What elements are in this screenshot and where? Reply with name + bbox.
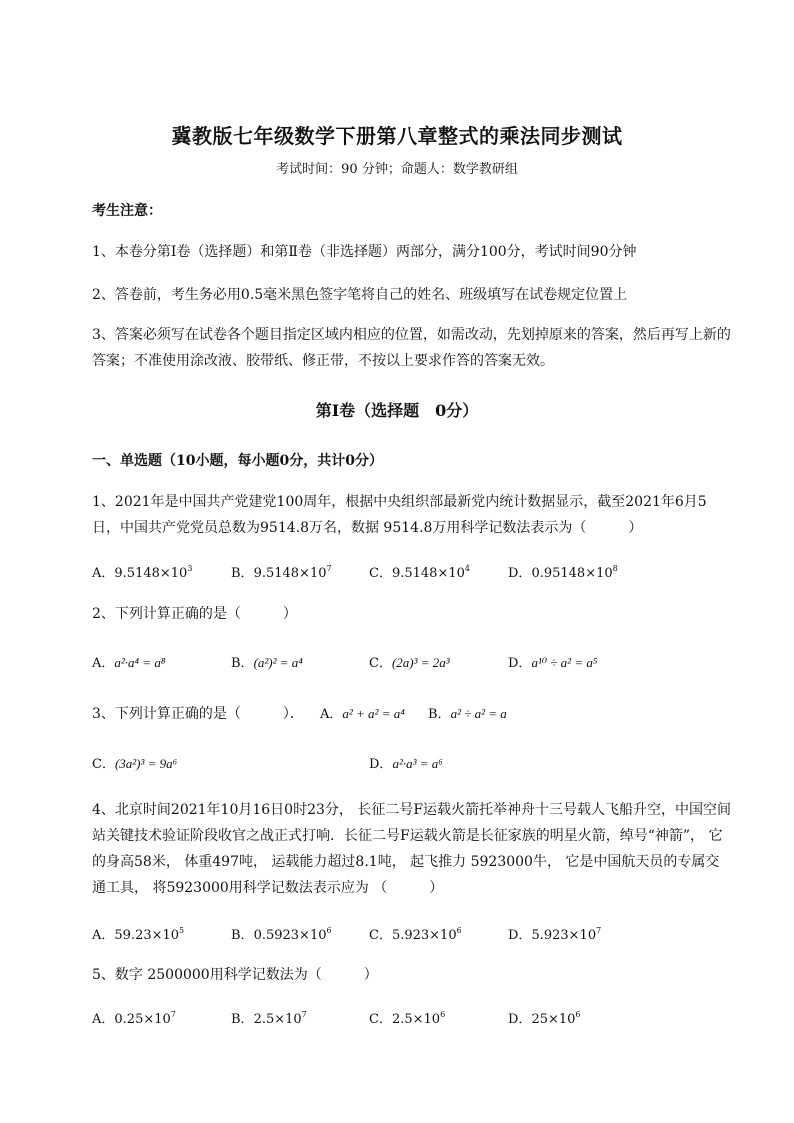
option-value: 2.5×10 [253, 1012, 302, 1027]
option-value: 9.5148×10 [391, 566, 465, 581]
option-value: 0.95148×10 [531, 566, 613, 581]
page-title: 冀教版七年级数学下册第八章整式的乘法同步测试 [171, 124, 623, 148]
option-exponent: 6 [456, 926, 462, 935]
option-exponent: 7 [326, 564, 332, 573]
q4-option-d [508, 924, 601, 943]
option-label: A． [320, 707, 343, 722]
option-exponent: 3 [187, 564, 193, 573]
option-label: A． [92, 656, 115, 671]
option-label: B． [231, 566, 254, 581]
question-2-stem: 2、下列计算正确的是（ ） [92, 606, 297, 622]
option-label: B． [231, 928, 254, 943]
q1-option-a [92, 562, 192, 581]
option-label: C． [92, 757, 115, 772]
option-value: 9.5148×10 [114, 566, 188, 581]
option-label: B． [231, 656, 254, 671]
option-value: 59.23×10 [114, 928, 180, 943]
question-5-stem: 5、数字 2500000用科学记数法为（ ） [92, 967, 378, 983]
q2-option-d [508, 652, 597, 671]
note-item-2: 2、答卷前，考生务必用0.5毫米黑色签字笔将自己的姓名、班级填写在试卷规定位置上 [92, 287, 628, 303]
q4-option-b [231, 924, 332, 943]
option-label: B． [231, 1012, 254, 1027]
option-value: 5.923×10 [391, 928, 457, 943]
q5-option-b [231, 1008, 307, 1027]
q5-option-d [508, 1008, 581, 1027]
option-label: D． [508, 566, 532, 581]
option-label: D． [508, 928, 532, 943]
option-expression: a²·a⁴ = a⁸ [114, 655, 166, 670]
q1-option-b [231, 562, 332, 581]
q4-option-c [369, 924, 462, 943]
q5-option-a [92, 1008, 176, 1027]
option-label: B． [428, 707, 451, 722]
q1-option-d [508, 562, 618, 581]
exam-subtitle: 考试时间：90 分钟；命题人：数学教研组 [276, 162, 518, 177]
option-label: C． [369, 928, 392, 943]
option-exponent: 6 [440, 1010, 446, 1019]
part-heading: 一、单选题（10小题，每小题0分，共计0分） [92, 453, 383, 469]
option-label: A． [92, 566, 115, 581]
question-4-stem: 4、北京时间2021年10月16日0时23分， 长征二号F运载火箭托举神舟十三号载人飞船升空，中国空间站关键技术验证阶段收官之战正式打响．长征二号F运载火箭是长征家族的明星火箭，绰号“神箭”， 它的身高58米， 体重497吨， 运载能力超过8.1吨， 起飞推力 5923000牛， 它是中国航天员的专属交通工具， 将5923000用科学记数法表示应为 （ ） [92, 802, 732, 896]
q3-option-c [92, 753, 177, 772]
q3-option-a [320, 703, 405, 722]
question-3-stem: 3、下列计算正确的是（ ）． [92, 706, 304, 722]
q2-option-c [369, 652, 450, 671]
q4-option-a [92, 924, 184, 943]
option-expression: (3a²)³ = 9a⁶ [114, 756, 178, 771]
option-label: D． [508, 656, 532, 671]
option-exponent: 5 [179, 926, 185, 935]
section-title: 第Ⅰ卷（选择题 0分） [315, 401, 479, 420]
option-value: 0.5923×10 [253, 928, 327, 943]
option-value: 2.5×10 [391, 1012, 441, 1027]
q3-option-d [369, 753, 443, 772]
option-label: C． [369, 566, 392, 581]
notes-heading: 考生注意： [92, 203, 162, 219]
option-expression: (a²)² = a⁴ [253, 655, 303, 670]
option-exponent: 6 [326, 926, 332, 935]
option-expression: a² ÷ a² = a [450, 706, 507, 721]
note-item-3: 3、答案必须写在试卷各个题目指定区域内相应的位置，如需改动，先划掉原来的答案，然后再写上新的答案；不准使用涂改液、胶带纸、修正带，不按以上要求作答的答案无效。 [92, 327, 731, 369]
option-label: C． [369, 1012, 392, 1027]
option-expression: (2a)³ = 2a³ [391, 655, 450, 670]
option-exponent: 8 [612, 564, 618, 573]
question-1-stem: 1、2021年是中国共产党建党100周年，根据中央组织部最新党内统计数据显示，截至2021年6月5日，中国共产党党员总数为9514.8万名，数据 9514.8万用科学记数法表示为（ ） [92, 494, 707, 536]
option-exponent: 7 [170, 1010, 176, 1019]
q5-option-c [369, 1008, 445, 1027]
option-value: 25×10 [531, 1012, 576, 1027]
option-expression: a¹⁰ ÷ a² = a⁵ [531, 655, 598, 670]
q3-option-b [428, 703, 507, 722]
q1-option-c [369, 562, 470, 581]
option-label: C． [369, 656, 392, 671]
option-label: A． [92, 1012, 115, 1027]
q2-option-a [92, 652, 165, 671]
note-item-1: 1、本卷分第Ⅰ卷（选择题）和第Ⅱ卷（非选择题）两部分，满分100分，考试时间90分钟 [92, 244, 637, 260]
option-label: A． [92, 928, 115, 943]
option-value: 0.25×10 [114, 1012, 171, 1027]
option-label: D． [369, 757, 393, 772]
option-exponent: 7 [301, 1010, 307, 1019]
option-value: 9.5148×10 [253, 566, 327, 581]
option-exponent: 7 [596, 926, 602, 935]
option-expression: a² + a² = a⁴ [342, 706, 405, 721]
option-expression: a²·a³ = a⁶ [392, 756, 443, 771]
q2-option-b [231, 652, 303, 671]
option-value: 5.923×10 [531, 928, 597, 943]
option-exponent: 4 [464, 564, 470, 573]
option-label: D． [508, 1012, 532, 1027]
option-exponent: 6 [575, 1010, 581, 1019]
